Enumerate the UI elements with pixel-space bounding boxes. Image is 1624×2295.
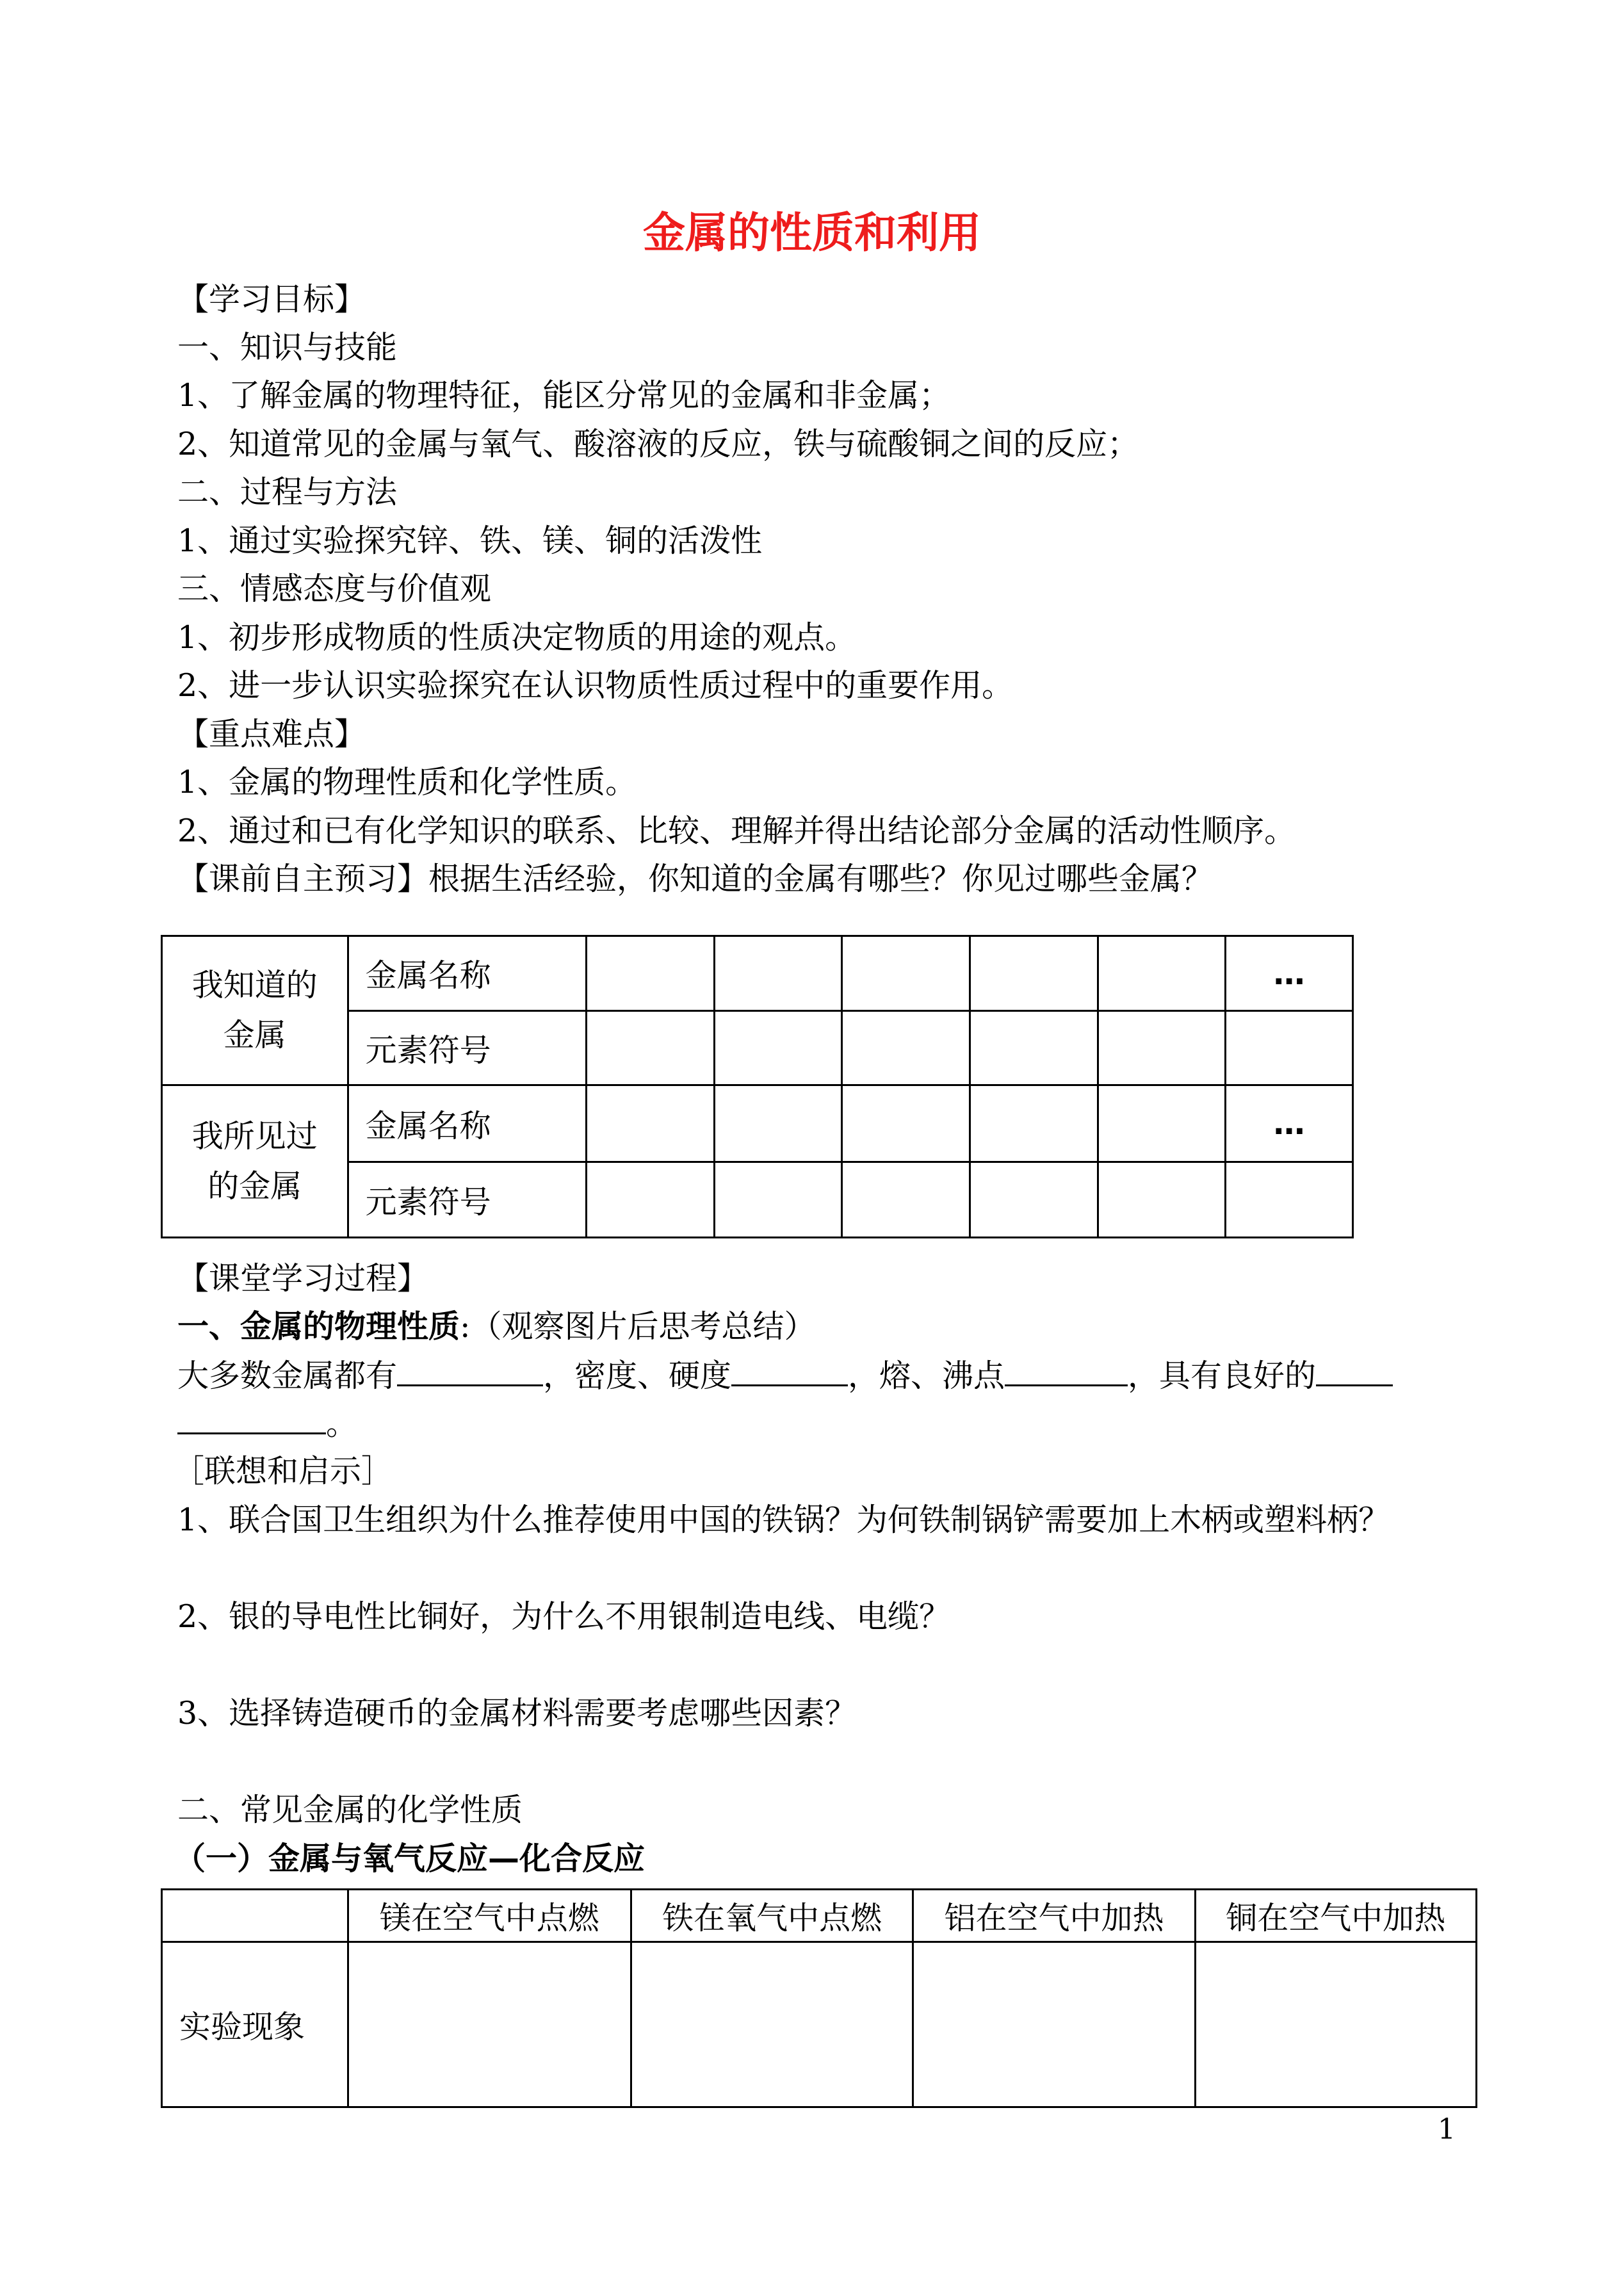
answer-cell[interactable] (1098, 936, 1226, 1011)
metal-name-label: 金属名称 (348, 936, 586, 1011)
answer-cell[interactable] (587, 936, 715, 1011)
objective-section-2: 二、过程与方法 (177, 474, 398, 510)
answer-cell[interactable] (348, 1942, 631, 2107)
answer-cell[interactable] (587, 1011, 715, 1085)
page-title: 金属的性质和利用 (643, 208, 981, 257)
fill-text-c: ，熔、沸点 (848, 1358, 1005, 1394)
header-iron: 铁在氧气中点燃 (631, 1890, 913, 1942)
answer-cell[interactable] (1098, 1162, 1226, 1238)
answer-cell[interactable] (842, 936, 970, 1011)
blank-2[interactable] (731, 1356, 848, 1386)
row-label-phenomena: 实验现象 (162, 1942, 348, 2107)
metal-name-label: 金属名称 (348, 1085, 586, 1162)
objective-section-1: 一、知识与技能 (177, 329, 398, 366)
element-symbol-label: 元素符号 (348, 1011, 586, 1085)
fill-text-end: 。 (326, 1406, 358, 1442)
answer-cell[interactable] (913, 1942, 1195, 2107)
answer-cell[interactable] (714, 1011, 842, 1085)
blank-1[interactable] (397, 1356, 543, 1386)
physical-properties-heading (177, 1308, 816, 1346)
ellipsis-cell: … (1226, 936, 1353, 1011)
classroom-heading: 【课堂学习过程】 (177, 1260, 429, 1297)
oxygen-reaction-heading: （一）金属与氧气反应—化合反应 (174, 1840, 646, 1877)
element-symbol-label: 元素符号 (348, 1162, 586, 1238)
fill-in-sentence (177, 1356, 1393, 1395)
answer-cell[interactable] (714, 1162, 842, 1238)
key-points-heading: 【重点难点】 (177, 716, 366, 752)
metals-table (161, 935, 1354, 1238)
corner-cell (162, 1890, 348, 1942)
section1-note: :（观察图片后思考总结） (460, 1308, 816, 1345)
fill-text-d: ，具有良好的 (1128, 1358, 1317, 1394)
header-magnesium: 镁在空气中点燃 (348, 1890, 631, 1942)
objective-section-3: 三、情感态度与价值观 (177, 571, 492, 607)
objective-1-1: 1、了解金属的物理特征，能区分常见的金属和非金属； (177, 377, 951, 414)
chemical-properties-heading: 二、常见金属的化学性质 (177, 1792, 523, 1828)
objective-1-2: 2、知道常见的金属与氧气、酸溶液的反应，铁与硫酸铜之间的反应； (177, 426, 1139, 462)
fill-text-a: 大多数金属都有 (177, 1358, 398, 1394)
group2-line1: 我所见过 (191, 1117, 318, 1155)
answer-cell[interactable] (970, 1162, 1098, 1238)
key-point-2: 2、通过和已有化学知识的联系、比较、理解并得出结论部分金属的活动性顺序。 (177, 813, 1296, 849)
group1-line2: 金属 (223, 1017, 286, 1053)
answer-cell[interactable] (1098, 1011, 1226, 1085)
answer-cell[interactable] (970, 936, 1098, 1011)
metals-seen-group-label (162, 1085, 348, 1238)
answer-cell[interactable] (587, 1162, 715, 1238)
fill-text-b: ，密度、硬度 (543, 1358, 732, 1394)
answer-cell[interactable] (587, 1085, 715, 1162)
ellipsis-cell: … (1226, 1085, 1353, 1162)
question-1: 1、联合国卫生组织为什么推荐使用中国的铁锅？为何铁制锅铲需要加上木柄或塑料柄？ (177, 1502, 1390, 1538)
answer-cell[interactable] (714, 1085, 842, 1162)
blank-4[interactable] (1316, 1356, 1393, 1386)
oxygen-reaction-table (161, 1888, 1477, 2108)
association-heading: ［联想和启示］ (173, 1453, 393, 1489)
group1-line1: 我知道的 (191, 967, 318, 1003)
answer-cell[interactable] (842, 1085, 970, 1162)
answer-cell[interactable] (631, 1942, 913, 2107)
answer-cell[interactable] (970, 1085, 1098, 1162)
blank-3[interactable] (1005, 1356, 1128, 1386)
group2-line2: 的金属 (207, 1167, 302, 1204)
header-aluminum: 铝在空气中加热 (913, 1890, 1195, 1942)
question-3: 3、选择铸造硬币的金属材料需要考虑哪些因素？ (177, 1695, 857, 1731)
metals-known-group-label (162, 936, 348, 1085)
answer-cell[interactable] (714, 936, 842, 1011)
key-point-1: 1、金属的物理性质和化学性质。 (177, 764, 637, 800)
answer-cell[interactable] (842, 1162, 970, 1238)
answer-cell[interactable] (970, 1011, 1098, 1085)
preview-prompt: 【课前自主预习】根据生活经验，你知道的金属有哪些？你见过哪些金属？ (177, 861, 1214, 897)
objectives-heading: 【学习目标】 (177, 281, 366, 318)
objective-3-2: 2、进一步认识实验探究在认识物质性质过程中的重要作用。 (177, 667, 1014, 704)
answer-cell[interactable] (1195, 1942, 1476, 2107)
answer-cell[interactable] (1226, 1162, 1353, 1238)
question-2: 2、银的导电性比铜好，为什么不用银制造电线、电缆？ (177, 1598, 951, 1635)
objective-2-1: 1、通过实验探究锌、铁、镁、铜的活泼性 (177, 523, 763, 559)
fill-in-sentence-cont (177, 1404, 357, 1443)
answer-cell[interactable] (842, 1011, 970, 1085)
header-copper: 铜在空气中加热 (1195, 1890, 1476, 1942)
blank-4-cont[interactable] (177, 1404, 326, 1434)
objective-3-1: 1、初步形成物质的性质决定物质的用途的观点。 (177, 619, 857, 656)
answer-cell[interactable] (1098, 1085, 1226, 1162)
answer-cell[interactable] (1226, 1011, 1353, 1085)
section1-title: 一、金属的物理性质 (177, 1308, 460, 1345)
page-number: 1 (1438, 2113, 1456, 2146)
